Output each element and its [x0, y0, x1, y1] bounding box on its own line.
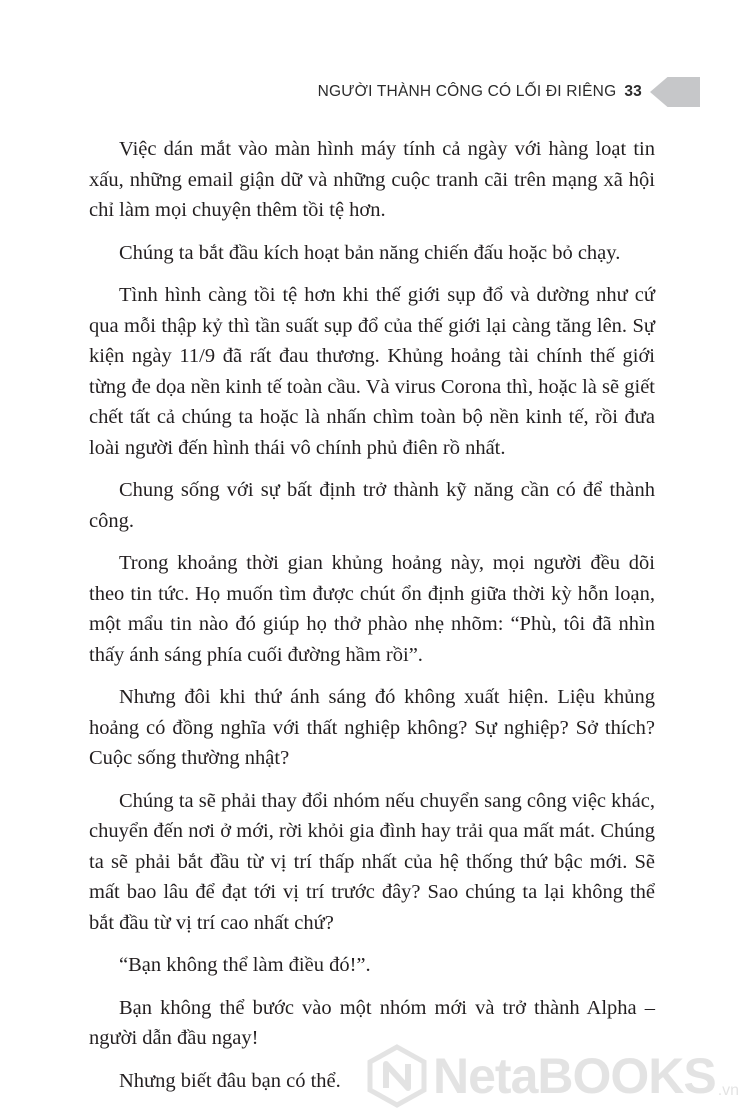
paragraph: “Bạn không thể làm điều đó!”. — [119, 954, 371, 976]
watermark-text: NetaBOOKS — [433, 1048, 716, 1104]
running-header — [318, 79, 642, 105]
paragraph: Chúng ta bắt đầu kích hoạt bản năng chiến đấu hoặc bỏ chạy. — [119, 241, 621, 264]
page-tab-arrow-icon — [650, 77, 700, 107]
paragraph: Nhưng biết đâu bạn có thể. — [119, 1069, 341, 1092]
book-title: NGƯỜI THÀNH CÔNG CÓ LỐI ĐI RIÊNG — [317, 83, 617, 100]
watermark-suffix: .vn — [717, 1082, 739, 1099]
paragraph: Chúng ta sẽ phải thay đổi nhóm nếu chuyển sang công việc khác, chuyển đến nơi ở mới, rời khỏi gia đình hay trải qua mất mát. Chúng ta sẽ phải bắt đầu từ vị trí thấp nhất của hệ thống thứ bậc mới. Sẽ mất bao lâu để đạt tới vị trí trước đây? Sao chúng ta lại không thể bắt đầu từ vị trí cao nhất chứ? — [89, 789, 655, 934]
paragraph: Chung sống với sự bất định trở thành kỹ năng cần có để thành công. — [89, 479, 655, 532]
page-number: 33 — [624, 83, 642, 100]
paragraph: Tình hình càng tồi tệ hơn khi thế giới sụp đổ và dường như cứ qua mỗi thập kỷ thì tần suất sụp đổ của thế giới lại càng tăng lên. Sự kiện ngày 11/9 đã rất đau thương. Khủng hoảng tài chính thế giới từng đe dọa nền kinh tế toàn cầu. Và virus Corona thì, hoặc là sẽ giết chết tất cả chúng ta hoặc là nhấn chìm toàn bộ nền kinh tế, rồi đưa loài người đến hình thái vô chính phủ điên rồ nhất. — [89, 284, 655, 459]
paragraph: Nhưng đôi khi thứ ánh sáng đó không xuất hiện. Liệu khủng hoảng có đồng nghĩa với thất nghiệp không? Sự nghiệp? Sở thích? Cuộc sống thường nhật? — [89, 686, 655, 769]
paragraph: Bạn không thể bước vào một nhóm mới và trở thành Alpha – người dẫn đầu ngay! — [89, 996, 655, 1049]
body-text — [89, 134, 655, 1108]
paragraph: Trong khoảng thời gian khủng hoảng này, mọi người đều dõi theo tin tức. Họ muốn tìm được chút ổn định giữa thời kỳ hỗn loạn, một mẩu tin nào đó giúp họ thở phào nhẹ nhõm: “Phù, tôi đã nhìn thấy ánh sáng phía cuối đường hầm rồi”. — [89, 552, 655, 666]
paragraph: Việc dán mắt vào màn hình máy tính cả ngày với hàng loạt tin xấu, những email giận dữ và những cuộc tranh cãi trên mạng xã hội chỉ làm mọi chuyện thêm tồi tệ hơn. — [89, 138, 655, 221]
